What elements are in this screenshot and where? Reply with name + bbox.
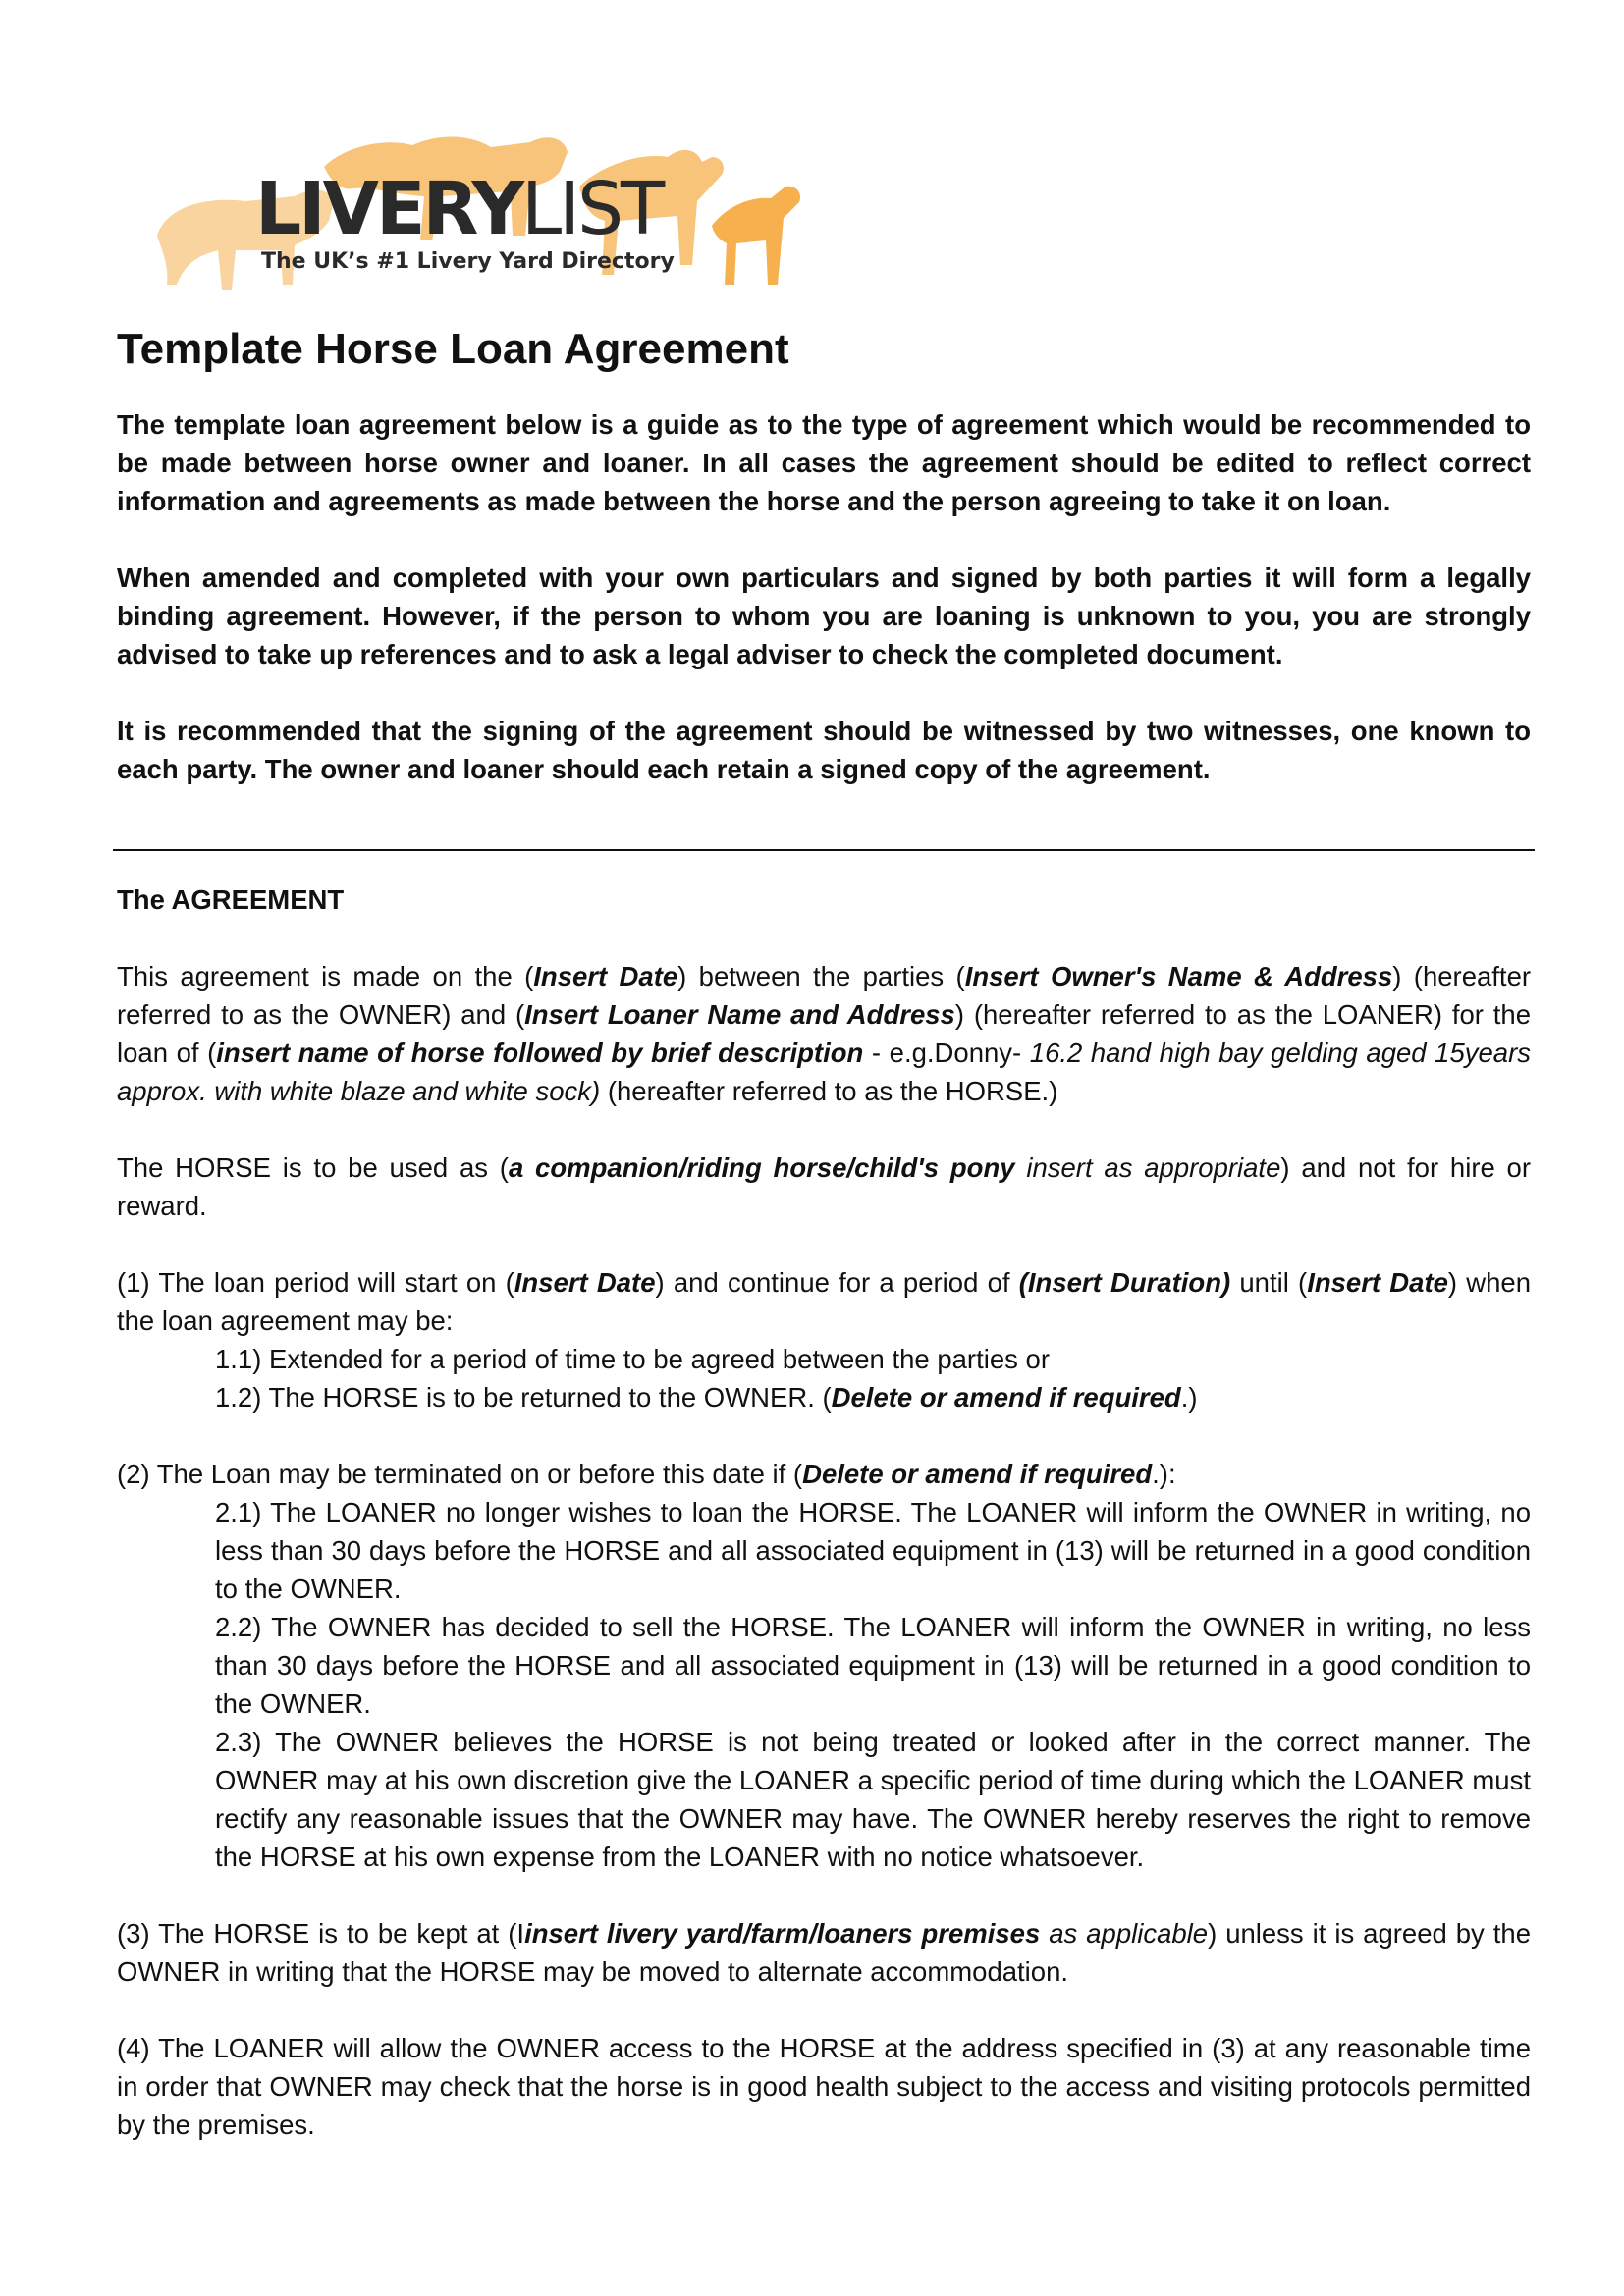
clause-2-2: 2.2) The OWNER has decided to sell the HORSE. The LOANER will inform the OWNER in writing, no less than 30 days before the HORSE and all associated equipment in (13) will be returned in a good condition to the OWNER. bbox=[215, 1612, 1531, 1719]
clause-2-3: 2.3) The OWNER believes the HORSE is not being treated or looked after in the correct manner. The OWNER may at his own discretion give the LOANER a specific period of time during which the LOANER must rectify any reasonable issues that the OWNER may have. The OWNER hereby reserves the right to remove the HORSE at his own expense from the LOANER with no notice whatsoever. bbox=[215, 1727, 1531, 1872]
clause-1-2: 1.2) The HORSE is to be returned to the OWNER. (Delete or amend if required.) bbox=[215, 1382, 1198, 1413]
clause-4: (4) The LOANER will allow the OWNER access to the HORSE at the address specified in (3) at any reasonable time in order that OWNER may check that the horse is in good health subject to the access and visiting protocols permitted by the premises. bbox=[117, 2033, 1531, 2140]
clause-3: (3) The HORSE is to be kept at (Iinsert livery yard/farm/loaners premises as applicable) unless it is agreed by the OWNER in writing that the HORSE may be moved to alternate accommodation. bbox=[117, 1918, 1531, 1987]
clause-1: (1) The loan period will start on (Insert Date) and continue for a period of (Insert Duration) until (Insert Date) when the loan agreement may be: bbox=[117, 1267, 1532, 1336]
page-title: Template Horse Loan Agreement bbox=[117, 325, 789, 373]
logo-tagline: The UK’s #1 Livery Yard Directory bbox=[261, 249, 675, 274]
liverylist-logo bbox=[147, 128, 805, 294]
agreement-parties-paragraph: This agreement is made on the (Insert Date) between the parties (Insert Owner's Name & Address) (hereafter referred to as the OWNER) and (Insert Loaner Name and Address) (hereafter referred to as the LOANER) for the loan of (insert name of horse followed by brief description - e.g.Donny- 16.2 hand high bay gelding aged 15years approx. with white blaze and white sock) (hereafter referred to as the HORSE.) bbox=[117, 961, 1532, 1106]
horse-usage-paragraph: The HORSE is to be used as (a companion/riding horse/child's pony insert as appropriate) and not for hire or reward. bbox=[117, 1152, 1532, 1221]
intro-paragraph: It is recommended that the signing of the agreement should be witnessed by two witnesses, one known to each party. The owner and loaner should each retain a signed copy of the agreement. bbox=[117, 715, 1531, 784]
agreement-body bbox=[117, 881, 1531, 2144]
intro-paragraph: When amended and completed with your own particulars and signed by both parties it will form a legally binding agreement. However, if the person to whom you are loaning is unknown to you, you are strongly advised to take up references and to ask a legal adviser to check the completed document. bbox=[117, 561, 1531, 669]
agreement-heading: The AGREEMENT bbox=[117, 884, 345, 915]
intro-section bbox=[117, 405, 1531, 788]
document-header bbox=[117, 324, 1531, 788]
clause-2: (2) The Loan may be terminated on or before this date if (Delete or amend if required.): bbox=[117, 1459, 1176, 1489]
intro-paragraph: The template loan agreement below is a guide as to the type of agreement which would be recommended to be made between horse owner and loaner. In all cases the agreement should be edited to reflect correct information and agreements as made between the horse and the person agreeing to take it on loan. bbox=[117, 408, 1531, 516]
clause-1-1: 1.1) Extended for a period of time to be agreed between the parties or bbox=[215, 1344, 1050, 1374]
logo-wordmark: LIVERYLIST bbox=[255, 167, 663, 251]
section-divider bbox=[113, 849, 1535, 851]
clause-2-1: 2.1) The LOANER no longer wishes to loan the HORSE. The LOANER will inform the OWNER in writing, no less than 30 days before the HORSE and all associated equipment in (13) will be returned in a good condition to the OWNER. bbox=[215, 1497, 1531, 1604]
